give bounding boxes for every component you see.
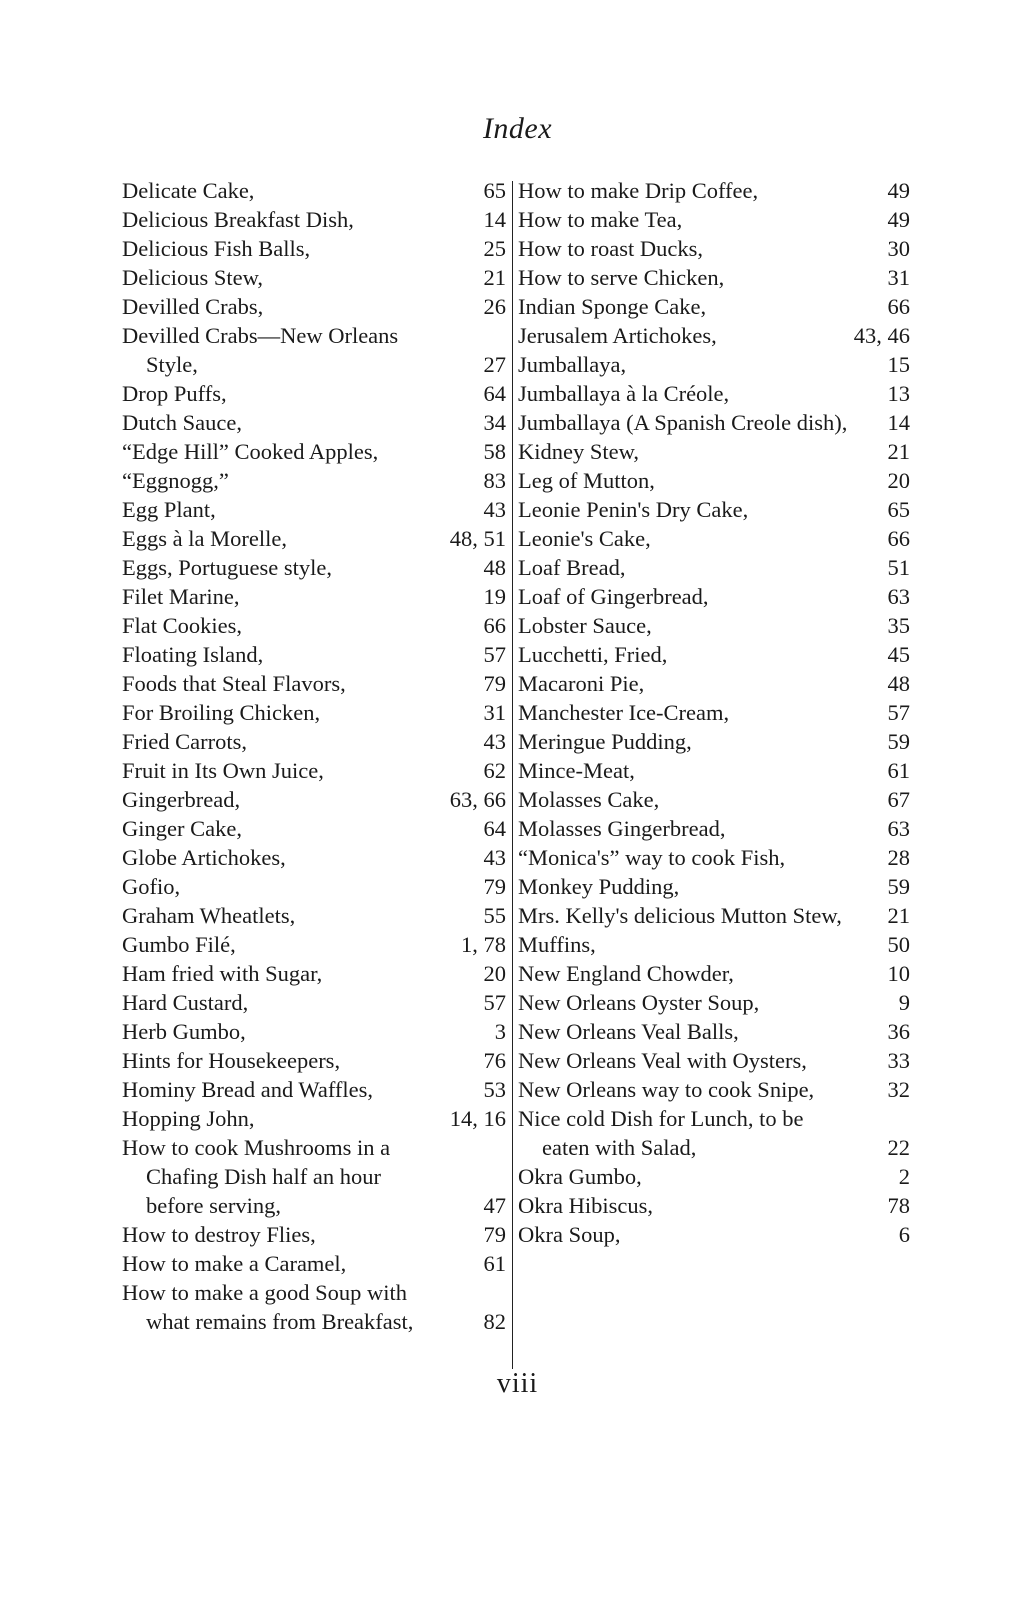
entry-page-numbers: 9 [898, 990, 910, 1015]
entry-page-numbers: 28 [887, 845, 910, 870]
entry-page-numbers: 66 [887, 294, 910, 319]
entry-title: Okra Gumbo, [518, 1164, 642, 1189]
index-entry [518, 524, 910, 553]
entry-title: Loaf of Gingerbread, [518, 584, 709, 609]
entry-page-numbers: 66 [483, 613, 506, 638]
entry-page-numbers: 45 [887, 642, 910, 667]
entry-title: Jumballaya à la Créole, [518, 381, 730, 406]
entry-title: How to roast Ducks, [518, 236, 703, 261]
entry-title: Nice cold Dish for Lunch, to be eaten with Salad, [518, 1106, 804, 1160]
entry-title: Globe Artichokes, [122, 845, 286, 870]
index-entry [122, 756, 506, 785]
index-entry [122, 582, 506, 611]
entry-title: Molasses Cake, [518, 787, 660, 812]
entry-title: Graham Wheatlets, [122, 903, 296, 928]
entry-page-numbers: 27 [483, 352, 506, 377]
entry-title: How to cook Mushrooms in a Chafing Dish half an hour before serving, [122, 1135, 391, 1218]
entry-page-numbers: 49 [887, 207, 910, 232]
entry-title: Macaroni Pie, [518, 671, 645, 696]
index-entry [122, 901, 506, 930]
entry-page-numbers: 63, 66 [449, 787, 506, 812]
entry-page-numbers: 26 [483, 294, 506, 319]
index-entry [518, 466, 910, 495]
entry-title: Hominy Bread and Waffles, [122, 1077, 374, 1102]
index-entry [122, 640, 506, 669]
entry-page-numbers: 65 [887, 497, 910, 522]
entry-title: Meringue Pudding, [518, 729, 692, 754]
index-entry [122, 814, 506, 843]
entry-title: Delicious Stew, [122, 265, 264, 290]
entry-page-numbers: 31 [483, 700, 506, 725]
entry-page-numbers: 64 [483, 816, 506, 841]
entry-page-numbers: 79 [483, 1222, 506, 1247]
entry-title: Manchester Ice-Cream, [518, 700, 730, 725]
index-entry [122, 698, 506, 727]
entry-title: Jumballaya, [518, 352, 627, 377]
entry-title: Devilled Crabs—New Orleans Style, [122, 323, 399, 377]
index-entry [518, 1046, 910, 1075]
index-entry [122, 495, 506, 524]
entry-title: Floating Island, [122, 642, 264, 667]
entry-page-numbers: 48 [887, 671, 910, 696]
entry-title: How to make a good Soup with what remains from Breakfast, [122, 1280, 414, 1334]
index-entry [518, 1220, 910, 1249]
index-entry [122, 959, 506, 988]
entry-page-numbers: 34 [483, 410, 506, 435]
index-entry [518, 263, 910, 292]
page-number: viii [496, 1368, 539, 1399]
entry-title: Jerusalem Artichokes, [518, 323, 717, 348]
entry-title: Egg Plant, [122, 497, 216, 522]
entry-page-numbers: 43 [483, 845, 506, 870]
index-entry [518, 872, 910, 901]
entry-page-numbers: 83 [483, 468, 506, 493]
entry-page-numbers: 36 [887, 1019, 910, 1044]
index-entry [122, 843, 506, 872]
index-entry [122, 1278, 506, 1336]
entry-page-numbers: 65 [483, 178, 506, 203]
entry-page-numbers: 66 [887, 526, 910, 551]
entry-page-numbers: 57 [887, 700, 910, 725]
entry-title: Leonie Penin's Dry Cake, [518, 497, 749, 522]
entry-page-numbers: 31 [887, 265, 910, 290]
entry-title: Okra Soup, [518, 1222, 621, 1247]
index-entry [122, 1104, 506, 1133]
entry-title: Gumbo Filé, [122, 932, 236, 957]
entry-title: Okra Hibiscus, [518, 1193, 653, 1218]
entry-page-numbers: 10 [887, 961, 910, 986]
entry-page-numbers: 47 [483, 1193, 506, 1218]
index-entry [518, 1075, 910, 1104]
index-entry [518, 669, 910, 698]
entry-page-numbers: 59 [887, 874, 910, 899]
index-column-right [518, 176, 910, 1249]
entry-title: Lucchetti, Fried, [518, 642, 668, 667]
index-entry [518, 843, 910, 872]
column-divider [512, 181, 513, 1369]
entry-title: For Broiling Chicken, [122, 700, 321, 725]
index-entry [518, 814, 910, 843]
entry-title: New Orleans Veal Balls, [518, 1019, 739, 1044]
entry-page-numbers: 43 [483, 729, 506, 754]
entry-title: “Eggnogg,” [122, 468, 229, 493]
entry-page-numbers: 2 [898, 1164, 910, 1189]
entry-page-numbers: 63 [887, 584, 910, 609]
index-column-left [122, 176, 506, 1336]
index-entry [518, 640, 910, 669]
index-entry [518, 350, 910, 379]
entry-page-numbers: 20 [483, 961, 506, 986]
entry-page-numbers: 79 [483, 671, 506, 696]
entry-title: Monkey Pudding, [518, 874, 680, 899]
index-entry [122, 408, 506, 437]
index-entry [122, 379, 506, 408]
index-entry [122, 466, 506, 495]
index-entry [122, 727, 506, 756]
entry-title: New Orleans Veal with Oysters, [518, 1048, 807, 1073]
entry-title: How to destroy Flies, [122, 1222, 316, 1247]
entry-title: Loaf Bread, [518, 555, 626, 580]
entry-page-numbers: 43, 46 [853, 323, 910, 348]
index-entry [518, 698, 910, 727]
index-entry [122, 1249, 506, 1278]
entry-page-numbers: 79 [483, 874, 506, 899]
index-entry [518, 727, 910, 756]
index-entry [518, 1104, 910, 1162]
entry-page-numbers: 62 [483, 758, 506, 783]
entry-title: Kidney Stew, [518, 439, 640, 464]
entry-title: New Orleans way to cook Snipe, [518, 1077, 815, 1102]
entry-page-numbers: 50 [887, 932, 910, 957]
index-entry [122, 205, 506, 234]
index-entry [518, 785, 910, 814]
entry-title: Hard Custard, [122, 990, 249, 1015]
entry-title: Herb Gumbo, [122, 1019, 246, 1044]
entry-page-numbers: 25 [483, 236, 506, 261]
entry-page-numbers: 76 [483, 1048, 506, 1073]
entry-title: Muffins, [518, 932, 596, 957]
index-entry [122, 669, 506, 698]
index-entry [518, 1017, 910, 1046]
index-entry [518, 292, 910, 321]
index-entry [122, 263, 506, 292]
entry-page-numbers: 21 [887, 903, 910, 928]
entry-page-numbers: 58 [483, 439, 506, 464]
entry-page-numbers: 59 [887, 729, 910, 754]
entry-title: Flat Cookies, [122, 613, 243, 638]
entry-page-numbers: 51 [887, 555, 910, 580]
index-entry [518, 408, 910, 437]
index-entry [122, 292, 506, 321]
index-entry [518, 611, 910, 640]
entry-title: How to make a Caramel, [122, 1251, 347, 1276]
entry-page-numbers: 22 [887, 1135, 910, 1160]
entry-page-numbers: 21 [483, 265, 506, 290]
entry-title: Ham fried with Sugar, [122, 961, 323, 986]
index-entry [122, 611, 506, 640]
entry-page-numbers: 14, 16 [449, 1106, 506, 1131]
index-entry [122, 321, 506, 379]
index-entry [122, 524, 506, 553]
entry-page-numbers: 55 [483, 903, 506, 928]
index-entry [122, 1133, 506, 1220]
entry-page-numbers: 15 [887, 352, 910, 377]
page-title: Index [482, 112, 553, 145]
entry-title: How to make Tea, [518, 207, 683, 232]
entry-page-numbers: 30 [887, 236, 910, 261]
entry-title: “Monica's” way to cook Fish, [518, 845, 786, 870]
entry-title: Devilled Crabs, [122, 294, 264, 319]
index-entry [122, 872, 506, 901]
index-entry [122, 785, 506, 814]
entry-page-numbers: 64 [483, 381, 506, 406]
index-entry [122, 234, 506, 263]
entry-page-numbers: 3 [494, 1019, 506, 1044]
index-entry [518, 988, 910, 1017]
index-entry [518, 1162, 910, 1191]
entry-page-numbers: 49 [887, 178, 910, 203]
entry-page-numbers: 67 [887, 787, 910, 812]
entry-page-numbers: 57 [483, 642, 506, 667]
entry-title: Delicious Breakfast Dish, [122, 207, 354, 232]
entry-page-numbers: 48, 51 [449, 526, 506, 551]
index-entry [122, 176, 506, 205]
entry-title: Fried Carrots, [122, 729, 247, 754]
entry-title: Lobster Sauce, [518, 613, 652, 638]
entry-title: Leg of Mutton, [518, 468, 655, 493]
index-entry [518, 495, 910, 524]
entry-page-numbers: 19 [483, 584, 506, 609]
index-entry [518, 756, 910, 785]
entry-title: New Orleans Oyster Soup, [518, 990, 760, 1015]
entry-title: Mince-Meat, [518, 758, 635, 783]
entry-page-numbers: 20 [887, 468, 910, 493]
index-entry [518, 437, 910, 466]
index-entry [518, 379, 910, 408]
index-entry [518, 234, 910, 263]
entry-page-numbers: 82 [483, 1309, 506, 1334]
index-entry [518, 1191, 910, 1220]
entry-title: Delicious Fish Balls, [122, 236, 311, 261]
entry-title: Dutch Sauce, [122, 410, 242, 435]
entry-title: Eggs, Portuguese style, [122, 555, 332, 580]
index-entry [122, 553, 506, 582]
entry-title: Leonie's Cake, [518, 526, 651, 551]
entry-title: Hints for Housekeepers, [122, 1048, 341, 1073]
index-entry [122, 1220, 506, 1249]
entry-title: Mrs. Kelly's delicious Mutton Stew, [518, 903, 842, 928]
index-entry [518, 321, 910, 350]
entry-page-numbers: 35 [887, 613, 910, 638]
entry-title: Fruit in Its Own Juice, [122, 758, 324, 783]
index-entry [518, 901, 910, 930]
index-entry [518, 205, 910, 234]
entry-page-numbers: 78 [887, 1193, 910, 1218]
entry-page-numbers: 53 [483, 1077, 506, 1102]
entry-title: Molasses Gingerbread, [518, 816, 726, 841]
entry-page-numbers: 14 [483, 207, 506, 232]
entry-title: Hopping John, [122, 1106, 255, 1131]
index-entry [122, 437, 506, 466]
entry-title: “Edge Hill” Cooked Apples, [122, 439, 379, 464]
entry-title: New England Chowder, [518, 961, 734, 986]
index-entry [518, 176, 910, 205]
entry-title: How to make Drip Coffee, [518, 178, 759, 203]
entry-page-numbers: 33 [887, 1048, 910, 1073]
index-entry [518, 959, 910, 988]
index-entry [518, 582, 910, 611]
entry-title: Eggs à la Morelle, [122, 526, 287, 551]
index-entry [518, 553, 910, 582]
entry-title: Jumballaya (A Spanish Creole dish), [518, 410, 848, 435]
entry-title: Gingerbread, [122, 787, 241, 812]
entry-title: Ginger Cake, [122, 816, 242, 841]
entry-page-numbers: 61 [483, 1251, 506, 1276]
entry-page-numbers: 43 [483, 497, 506, 522]
entry-page-numbers: 61 [887, 758, 910, 783]
entry-page-numbers: 21 [887, 439, 910, 464]
entry-title: How to serve Chicken, [518, 265, 725, 290]
index-entry [122, 1017, 506, 1046]
entry-page-numbers: 1, 78 [461, 932, 506, 957]
entry-title: Indian Sponge Cake, [518, 294, 707, 319]
entry-title: Filet Marine, [122, 584, 240, 609]
entry-page-numbers: 32 [887, 1077, 910, 1102]
entry-title: Drop Puffs, [122, 381, 227, 406]
index-entry [122, 930, 506, 959]
entry-page-numbers: 48 [483, 555, 506, 580]
entry-page-numbers: 14 [887, 410, 910, 435]
entry-title: Delicate Cake, [122, 178, 255, 203]
index-entry [122, 1046, 506, 1075]
entry-page-numbers: 63 [887, 816, 910, 841]
index-entry [518, 930, 910, 959]
entry-page-numbers: 6 [898, 1222, 910, 1247]
entry-title: Foods that Steal Flavors, [122, 671, 346, 696]
entry-title: Gofio, [122, 874, 181, 899]
index-entry [122, 1075, 506, 1104]
entry-page-numbers: 57 [483, 990, 506, 1015]
entry-page-numbers: 13 [887, 381, 910, 406]
index-entry [122, 988, 506, 1017]
